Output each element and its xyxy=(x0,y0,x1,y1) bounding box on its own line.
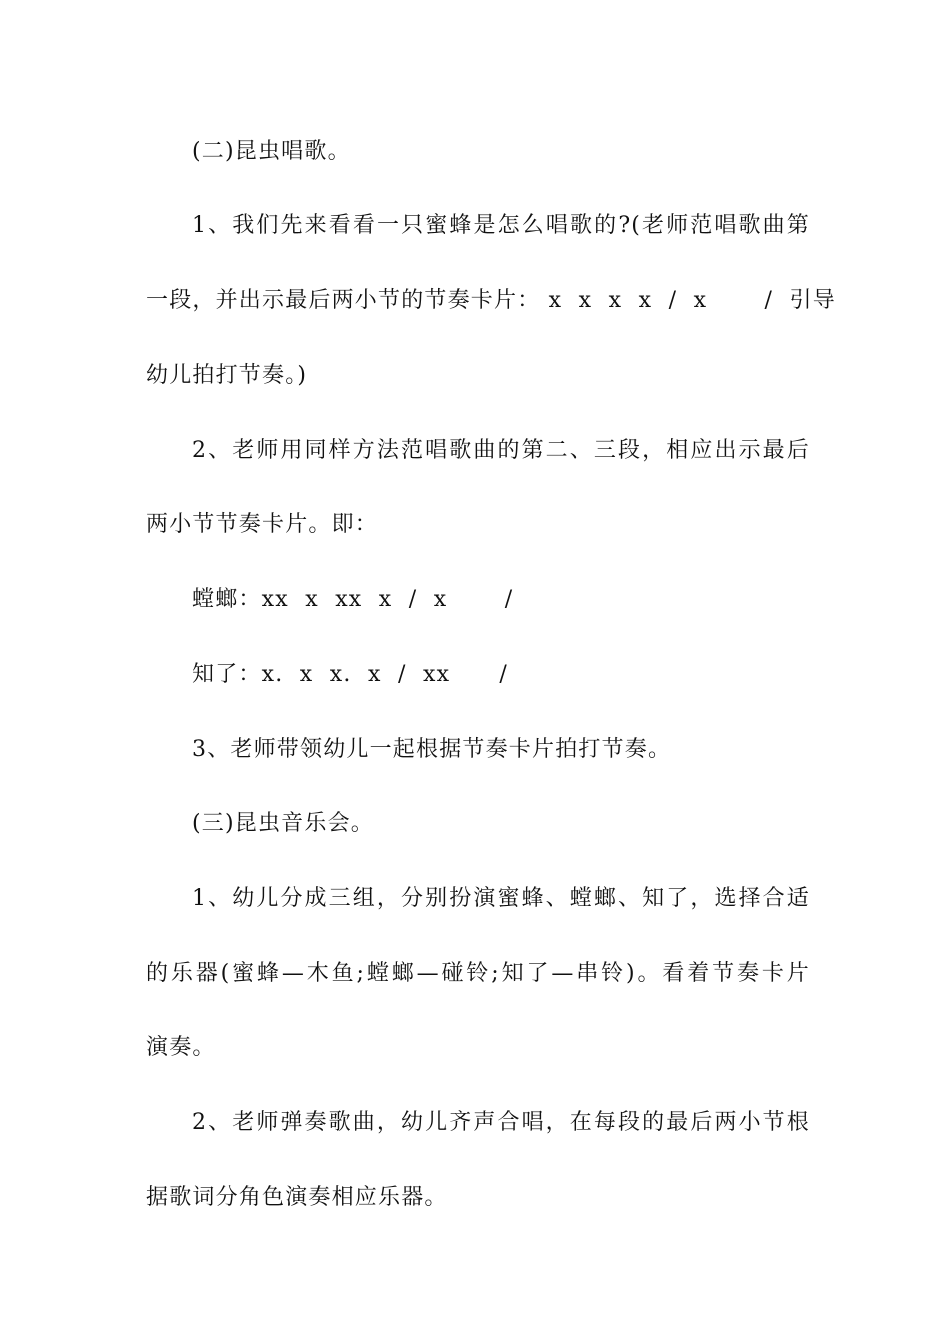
section-heading-insects-singing: (二)昆虫唱歌。 xyxy=(192,139,351,164)
paragraph-line: 1、幼儿分成三组，分别扮演蜜蜂、螳螂、知了，选择合适 xyxy=(192,886,810,911)
paragraph-line: 演奏。 xyxy=(146,1035,216,1060)
rhythm-line-mantis: 螳螂：xx x xx x / x / xyxy=(192,587,514,612)
paragraph-line: 2、老师弹奏歌曲，幼儿齐声合唱，在每段的最后两小节根 xyxy=(192,1110,810,1135)
paragraph-line: 2、老师用同样方法范唱歌曲的第二、三段，相应出示最后 xyxy=(192,438,810,463)
paragraph-line: 两小节节奏卡片。即： xyxy=(146,512,379,537)
paragraph-line: 1、我们先来看看一只蜜蜂是怎么唱歌的?(老师范唱歌曲第 xyxy=(192,213,810,238)
section-heading-insect-concert: (三)昆虫音乐会。 xyxy=(192,811,374,836)
paragraph-line: 3、老师带领幼儿一起根据节奏卡片拍打节奏。 xyxy=(192,737,672,762)
paragraph-line: 的乐器(蜜蜂—木鱼;螳螂—碰铃;知了—串铃)。看着节奏卡片 xyxy=(146,961,810,986)
paragraph-line: 一段，并出示最后两小节的节奏卡片： x x x x / x / 引导 xyxy=(146,288,836,313)
rhythm-line-cicada: 知了：x. x x. x / xx / xyxy=(192,662,508,687)
paragraph-line: 幼儿拍打节奏。) xyxy=(146,363,308,388)
paragraph-line: 据歌词分角色演奏相应乐器。 xyxy=(146,1185,448,1210)
